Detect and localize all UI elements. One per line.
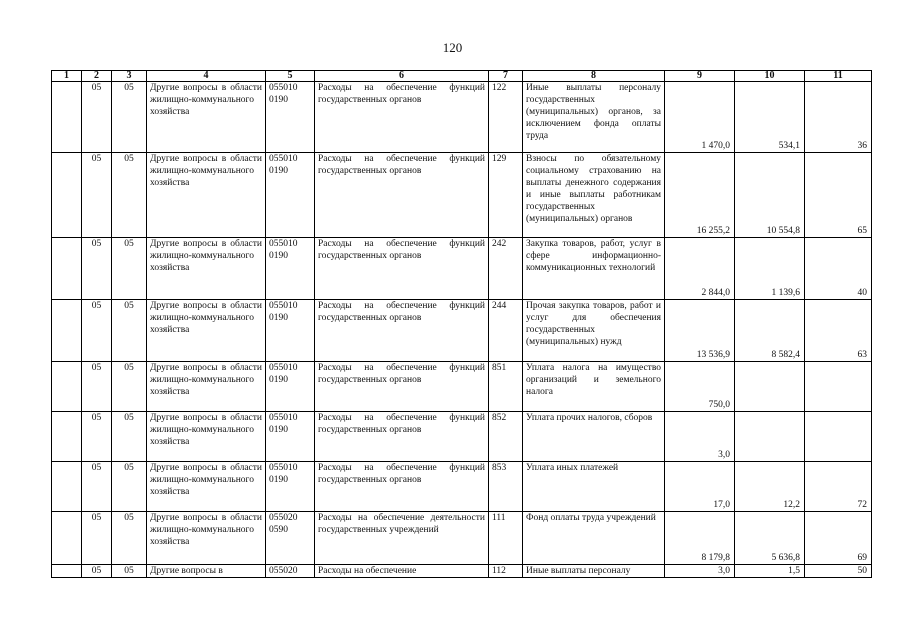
cell-target-code: 055010 0190 xyxy=(266,238,315,300)
cell-c1 xyxy=(52,462,82,512)
cell-percent: 50 xyxy=(805,565,872,578)
col-header-9: 9 xyxy=(665,71,735,82)
cell-section-name: Другие вопросы в области жилищно-коммунального хозяйства xyxy=(147,412,266,462)
cell-section: 05 xyxy=(82,362,112,412)
cell-expense-code: 852 xyxy=(489,412,523,462)
table-row xyxy=(52,238,872,300)
cell-actual xyxy=(735,362,805,412)
cell-percent xyxy=(805,412,872,462)
col-header-4: 4 xyxy=(147,71,266,82)
cell-target-code: 055010 0190 xyxy=(266,153,315,238)
cell-target-code: 055010 0190 xyxy=(266,362,315,412)
cell-c1 xyxy=(52,512,82,565)
cell-plan: 3,0 xyxy=(665,412,735,462)
table-row xyxy=(52,565,872,578)
cell-section: 05 xyxy=(82,238,112,300)
table-row xyxy=(52,412,872,462)
cell-expense-name: Прочая закупка товаров, работ и услуг для обеспечения государственных (муниципальных) нужд xyxy=(523,300,665,362)
col-header-6: 6 xyxy=(315,71,489,82)
cell-target-code: 055010 0190 xyxy=(266,412,315,462)
cell-expense-name: Закупка товаров, работ, услуг в сфере информационно-коммуникационных технологий xyxy=(523,238,665,300)
cell-expense-name: Взносы по обязательному социальному страхованию на выплаты денежного содержания и иные выплаты работникам государственных (муниципальных) органов xyxy=(523,153,665,238)
cell-actual xyxy=(735,412,805,462)
cell-section-name: Другие вопросы в области жилищно-коммунального хозяйства xyxy=(147,153,266,238)
cell-subsection: 05 xyxy=(112,238,147,300)
cell-subsection: 05 xyxy=(112,512,147,565)
cell-section: 05 xyxy=(82,82,112,153)
cell-actual: 12,2 xyxy=(735,462,805,512)
cell-percent: 40 xyxy=(805,238,872,300)
cell-expense-code: 122 xyxy=(489,82,523,153)
table-row xyxy=(52,512,872,565)
cell-target-code: 055010 0190 xyxy=(266,82,315,153)
col-header-10: 10 xyxy=(735,71,805,82)
table-row xyxy=(52,153,872,238)
cell-section-name: Другие вопросы в xyxy=(147,565,266,578)
cell-actual: 5 636,8 xyxy=(735,512,805,565)
cell-c1 xyxy=(52,153,82,238)
cell-subsection: 05 xyxy=(112,412,147,462)
cell-target-name: Расходы на обеспечение функций государственных органов xyxy=(315,153,489,238)
col-header-8: 8 xyxy=(523,71,665,82)
cell-percent: 72 xyxy=(805,462,872,512)
cell-section-name: Другие вопросы в области жилищно-коммунального хозяйства xyxy=(147,300,266,362)
col-header-3: 3 xyxy=(112,71,147,82)
page-number: 120 xyxy=(442,40,463,55)
cell-plan: 750,0 xyxy=(665,362,735,412)
budget-table xyxy=(51,70,872,578)
cell-expense-name: Уплата налога на имущество организаций и земельного налога xyxy=(523,362,665,412)
cell-subsection: 05 xyxy=(112,565,147,578)
table-row xyxy=(52,300,872,362)
cell-actual: 10 554,8 xyxy=(735,153,805,238)
cell-target-name: Расходы на обеспечение функций государственных органов xyxy=(315,300,489,362)
cell-actual: 1,5 xyxy=(735,565,805,578)
cell-subsection: 05 xyxy=(112,362,147,412)
cell-percent: 69 xyxy=(805,512,872,565)
table-row xyxy=(52,362,872,412)
cell-expense-code: 111 xyxy=(489,512,523,565)
cell-subsection: 05 xyxy=(112,82,147,153)
cell-expense-name: Иные выплаты персоналу xyxy=(523,565,665,578)
cell-c1 xyxy=(52,412,82,462)
cell-c1 xyxy=(52,82,82,153)
cell-percent: 65 xyxy=(805,153,872,238)
cell-c1 xyxy=(52,238,82,300)
cell-section-name: Другие вопросы в области жилищно-коммунального хозяйства xyxy=(147,512,266,565)
cell-target-code: 055010 0190 xyxy=(266,300,315,362)
cell-subsection: 05 xyxy=(112,153,147,238)
col-header-7: 7 xyxy=(489,71,523,82)
cell-expense-name: Уплата прочих налогов, сборов xyxy=(523,412,665,462)
cell-expense-name: Уплата иных платежей xyxy=(523,462,665,512)
cell-percent xyxy=(805,362,872,412)
cell-actual: 8 582,4 xyxy=(735,300,805,362)
cell-expense-code: 851 xyxy=(489,362,523,412)
cell-target-name: Расходы на обеспечение функций государственных органов xyxy=(315,238,489,300)
cell-target-code: 055010 0190 xyxy=(266,462,315,512)
cell-subsection: 05 xyxy=(112,300,147,362)
cell-plan: 17,0 xyxy=(665,462,735,512)
cell-plan: 16 255,2 xyxy=(665,153,735,238)
cell-expense-code: 129 xyxy=(489,153,523,238)
cell-section: 05 xyxy=(82,565,112,578)
cell-actual: 1 139,6 xyxy=(735,238,805,300)
cell-expense-code: 242 xyxy=(489,238,523,300)
cell-target-name: Расходы на обеспечение функций государственных органов xyxy=(315,462,489,512)
cell-target-name: Расходы на обеспечение функций государственных органов xyxy=(315,412,489,462)
cell-plan: 1 470,0 xyxy=(665,82,735,153)
col-header-11: 11 xyxy=(805,71,872,82)
cell-section-name: Другие вопросы в области жилищно-коммунального хозяйства xyxy=(147,362,266,412)
cell-percent: 36 xyxy=(805,82,872,153)
cell-target-code: 055020 0590 xyxy=(266,512,315,565)
cell-actual: 534,1 xyxy=(735,82,805,153)
cell-plan: 3,0 xyxy=(665,565,735,578)
cell-plan: 2 844,0 xyxy=(665,238,735,300)
cell-target-code: 055020 xyxy=(266,565,315,578)
table-row xyxy=(52,82,872,153)
cell-section: 05 xyxy=(82,300,112,362)
cell-percent: 63 xyxy=(805,300,872,362)
cell-subsection: 05 xyxy=(112,462,147,512)
cell-plan: 8 179,8 xyxy=(665,512,735,565)
col-header-2: 2 xyxy=(82,71,112,82)
cell-section: 05 xyxy=(82,512,112,565)
cell-expense-code: 244 xyxy=(489,300,523,362)
col-header-5: 5 xyxy=(266,71,315,82)
cell-target-name: Расходы на обеспечение xyxy=(315,565,489,578)
cell-target-name: Расходы на обеспечение функций государственных органов xyxy=(315,82,489,153)
cell-expense-name: Иные выплаты персоналу государственных (муниципальных) органов, за исключением фонда оплаты труда xyxy=(523,82,665,153)
cell-expense-code: 853 xyxy=(489,462,523,512)
cell-c1 xyxy=(52,300,82,362)
cell-c1 xyxy=(52,565,82,578)
header-row xyxy=(52,71,872,82)
col-header-1: 1 xyxy=(52,71,82,82)
cell-section-name: Другие вопросы в области жилищно-коммунального хозяйства xyxy=(147,82,266,153)
cell-section: 05 xyxy=(82,153,112,238)
cell-expense-name: Фонд оплаты труда учреждений xyxy=(523,512,665,565)
cell-section-name: Другие вопросы в области жилищно-коммунального хозяйства xyxy=(147,462,266,512)
cell-target-name: Расходы на обеспечение функций государственных органов xyxy=(315,362,489,412)
cell-c1 xyxy=(52,362,82,412)
cell-section-name: Другие вопросы в области жилищно-коммунального хозяйства xyxy=(147,238,266,300)
cell-plan: 13 536,9 xyxy=(665,300,735,362)
cell-expense-code: 112 xyxy=(489,565,523,578)
table-row xyxy=(52,462,872,512)
cell-section: 05 xyxy=(82,462,112,512)
cell-target-name: Расходы на обеспечение деятельности государственных учреждений xyxy=(315,512,489,565)
cell-section: 05 xyxy=(82,412,112,462)
